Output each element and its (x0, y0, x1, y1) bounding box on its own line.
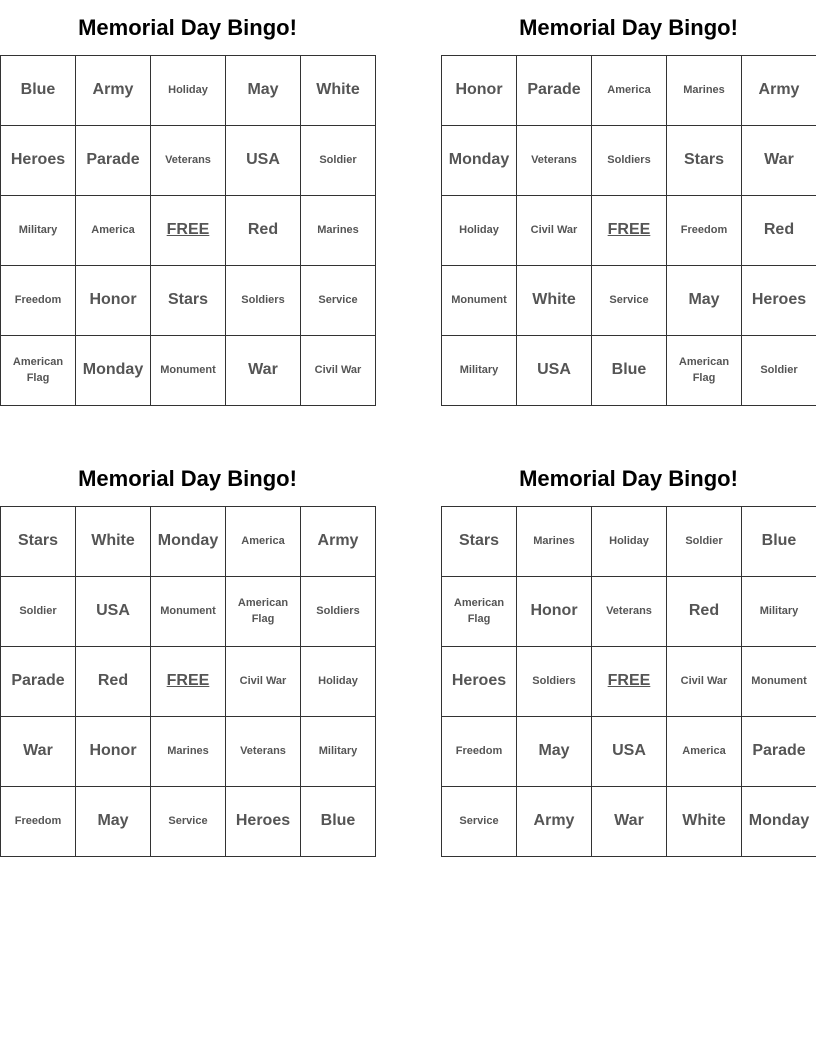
bingo-cell: Military (742, 577, 816, 647)
bingo-cell: Army (517, 787, 592, 857)
bingo-cell: Stars (151, 266, 226, 336)
free-space-cell: FREE (592, 196, 667, 266)
bingo-cell: Monument (151, 577, 226, 647)
bingo-cell: America (667, 717, 742, 787)
bingo-cell: Veterans (226, 717, 301, 787)
bingo-cell: Soldier (1, 577, 76, 647)
bingo-cell: Military (442, 336, 517, 406)
bingo-cell: Honor (76, 717, 151, 787)
bingo-cell: Civil War (517, 196, 592, 266)
free-space-cell: FREE (151, 196, 226, 266)
bingo-cell: USA (517, 336, 592, 406)
bingo-cell: May (226, 56, 301, 126)
grid-row (442, 787, 816, 857)
bingo-cell: Marines (301, 196, 376, 266)
bingo-cell: Blue (1, 56, 76, 126)
bingo-cell: Veterans (592, 577, 667, 647)
grid-row (1, 126, 376, 196)
bingo-cell: Holiday (301, 647, 376, 717)
bingo-cell: Monument (742, 647, 816, 717)
bingo-cell: Honor (442, 56, 517, 126)
bingo-cell: Stars (1, 507, 76, 577)
bingo-cell: White (667, 787, 742, 857)
bingo-cell: American Flag (1, 336, 76, 406)
bingo-cell: Stars (667, 126, 742, 196)
bingo-cell: Blue (742, 507, 816, 577)
grid-row (1, 647, 376, 717)
bingo-cell: May (76, 787, 151, 857)
card-title: Memorial Day Bingo! (519, 466, 738, 491)
bingo-cell: Parade (742, 717, 816, 787)
bingo-cell: War (226, 336, 301, 406)
card-title: Memorial Day Bingo! (78, 466, 297, 491)
bingo-cell: Soldiers (517, 647, 592, 717)
bingo-cell: War (592, 787, 667, 857)
bingo-cell: Monday (442, 126, 517, 196)
bingo-cell: Soldiers (301, 577, 376, 647)
grid-row (442, 507, 816, 577)
bingo-cell: Military (301, 717, 376, 787)
bingo-cell: Marines (667, 56, 742, 126)
bingo-card-1 (0, 0, 375, 406)
bingo-cell: Heroes (742, 266, 816, 336)
bingo-cell: Freedom (1, 266, 76, 336)
bingo-cell: Service (592, 266, 667, 336)
bingo-cell: Army (301, 507, 376, 577)
bingo-cell: Heroes (226, 787, 301, 857)
bingo-cell: Heroes (1, 126, 76, 196)
bingo-grid (0, 55, 376, 406)
bingo-cell: Blue (592, 336, 667, 406)
bingo-cell: Soldiers (592, 126, 667, 196)
bingo-cell: Red (742, 196, 816, 266)
grid-row (442, 126, 816, 196)
grid-row (1, 787, 376, 857)
bingo-cell: May (517, 717, 592, 787)
bingo-cell: Service (442, 787, 517, 857)
bingo-cell: Civil War (301, 336, 376, 406)
grid-row (1, 717, 376, 787)
bingo-cell: Freedom (442, 717, 517, 787)
grid-row (442, 647, 816, 717)
bingo-cell: Blue (301, 787, 376, 857)
bingo-grid (441, 55, 816, 406)
bingo-cell: America (226, 507, 301, 577)
bingo-cell: America (76, 196, 151, 266)
bingo-cell: Holiday (442, 196, 517, 266)
grid-row (1, 196, 376, 266)
bingo-cell: White (517, 266, 592, 336)
bingo-cell: Military (1, 196, 76, 266)
bingo-cell: Civil War (667, 647, 742, 717)
grid-row (442, 336, 816, 406)
bingo-cell: Veterans (517, 126, 592, 196)
bingo-cell: America (592, 56, 667, 126)
grid-row (442, 56, 816, 126)
bingo-cell: Monument (151, 336, 226, 406)
bingo-cell: Monument (442, 266, 517, 336)
bingo-card-3 (0, 451, 375, 857)
grid-row (442, 717, 816, 787)
card-title: Memorial Day Bingo! (519, 15, 738, 40)
bingo-cell: War (742, 126, 816, 196)
bingo-card-4 (441, 451, 816, 857)
bingo-cell: Soldier (667, 507, 742, 577)
bingo-cell: Freedom (1, 787, 76, 857)
bingo-cell: Red (76, 647, 151, 717)
bingo-cell: War (1, 717, 76, 787)
card-title: Memorial Day Bingo! (78, 15, 297, 40)
free-space-cell: FREE (592, 647, 667, 717)
bingo-cell: USA (76, 577, 151, 647)
bingo-cell: Civil War (226, 647, 301, 717)
bingo-cell: Parade (517, 56, 592, 126)
bingo-cell: USA (592, 717, 667, 787)
grid-row (442, 196, 816, 266)
grid-row (442, 266, 816, 336)
bingo-cell: Red (226, 196, 301, 266)
bingo-cell: Holiday (592, 507, 667, 577)
bingo-cell: Parade (1, 647, 76, 717)
bingo-cell: Monday (76, 336, 151, 406)
bingo-cell: American Flag (667, 336, 742, 406)
bingo-cell: White (301, 56, 376, 126)
bingo-cell: Monday (151, 507, 226, 577)
bingo-cell: Freedom (667, 196, 742, 266)
bingo-grid (0, 506, 376, 857)
grid-row (442, 577, 816, 647)
bingo-cell: Soldiers (226, 266, 301, 336)
bingo-cell: American Flag (442, 577, 517, 647)
bingo-card-2 (441, 0, 816, 406)
bingo-cell: USA (226, 126, 301, 196)
grid-row (1, 336, 376, 406)
bingo-cell: Veterans (151, 126, 226, 196)
bingo-cell: Holiday (151, 56, 226, 126)
free-space-cell: FREE (151, 647, 226, 717)
bingo-cell: Army (76, 56, 151, 126)
bingo-cell: Service (151, 787, 226, 857)
bingo-cell: Honor (517, 577, 592, 647)
bingo-cell: Honor (76, 266, 151, 336)
bingo-cell: Parade (76, 126, 151, 196)
bingo-cell: Soldier (742, 336, 816, 406)
bingo-cell: Soldier (301, 126, 376, 196)
bingo-cell: Service (301, 266, 376, 336)
bingo-grid (441, 506, 816, 857)
grid-row (1, 56, 376, 126)
bingo-cell: May (667, 266, 742, 336)
bingo-cell: Stars (442, 507, 517, 577)
bingo-cell: American Flag (226, 577, 301, 647)
bingo-cell: White (76, 507, 151, 577)
bingo-cell: Red (667, 577, 742, 647)
bingo-cell: Army (742, 56, 816, 126)
grid-row (1, 266, 376, 336)
grid-row (1, 507, 376, 577)
grid-row (1, 577, 376, 647)
bingo-cell: Marines (151, 717, 226, 787)
bingo-cell: Marines (517, 507, 592, 577)
bingo-cell: Monday (742, 787, 816, 857)
bingo-cell: Heroes (442, 647, 517, 717)
